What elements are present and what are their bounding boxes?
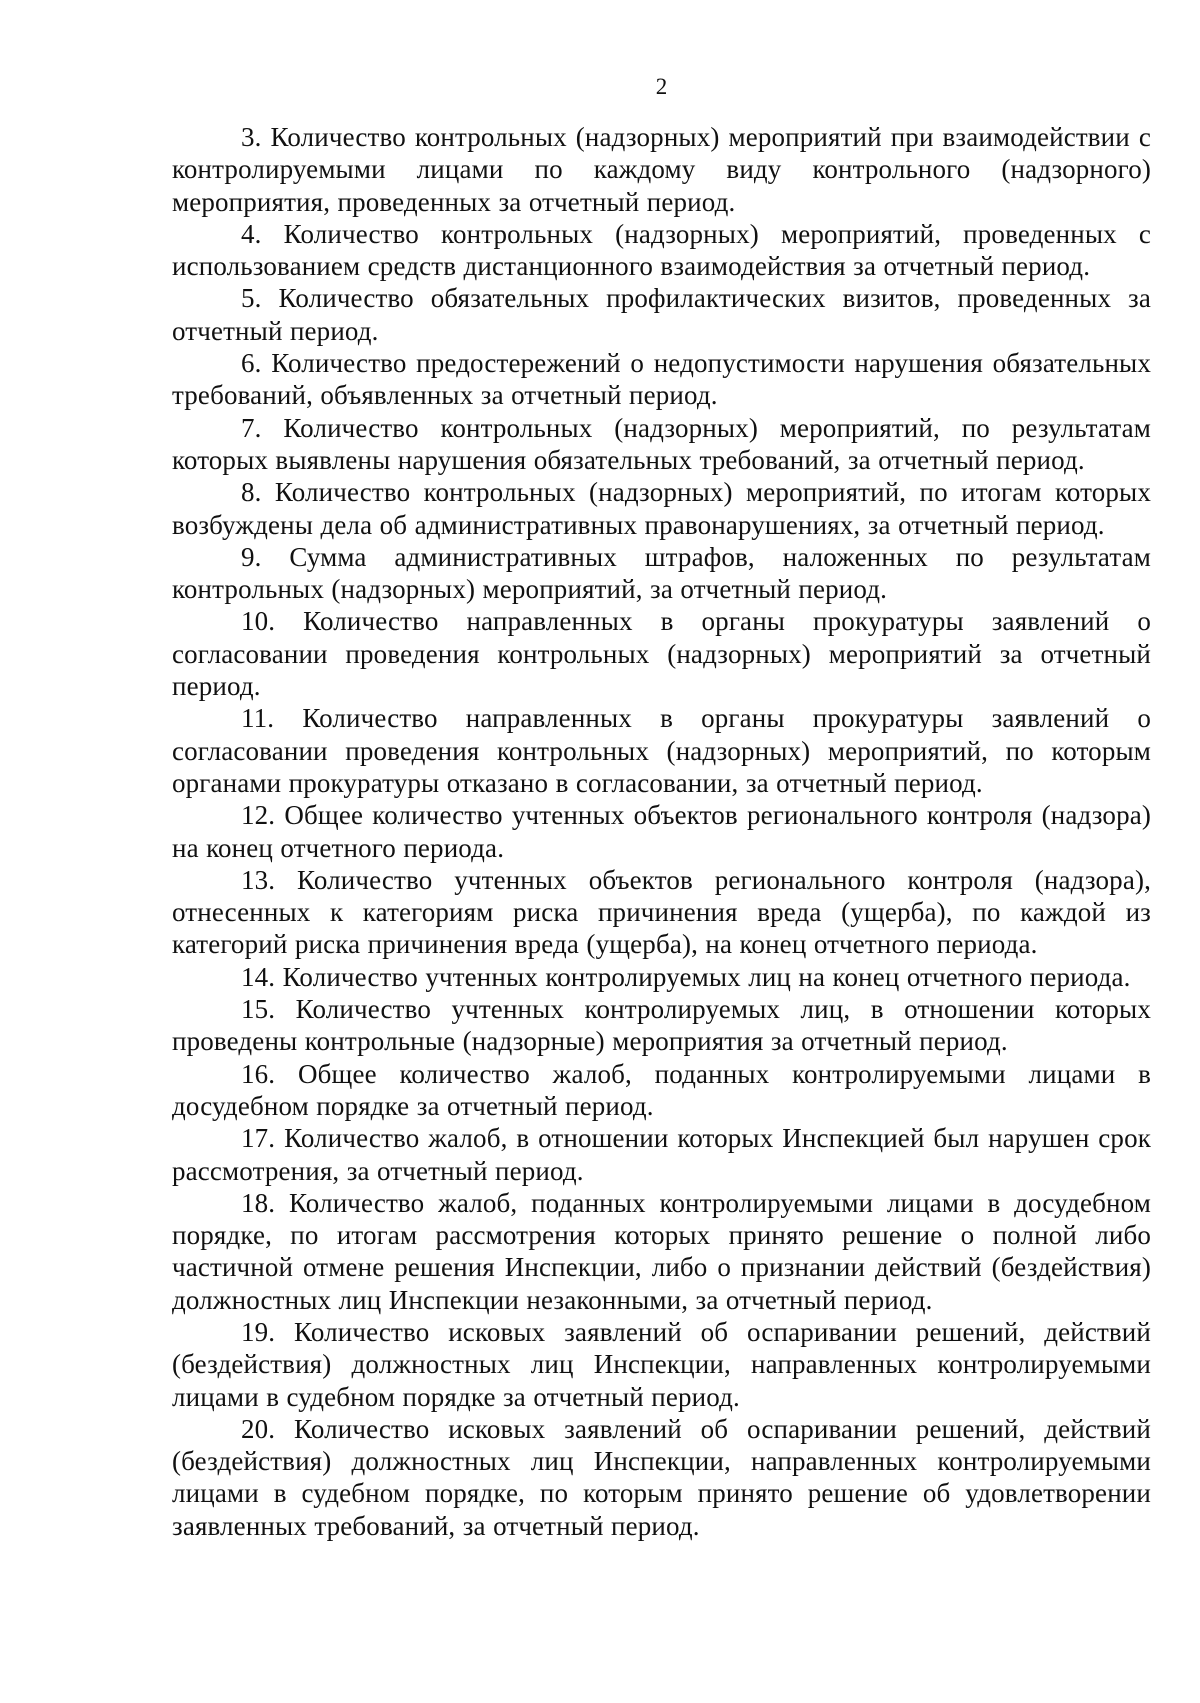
list-item: 9. Сумма административных штрафов, наложенных по результатам контрольных (надзорных) мероприятий, за отчетный период. [172,541,1151,605]
list-item: 8. Количество контрольных (надзорных) мероприятий, по итогам которых возбуждены дела об административных правонарушениях, за отчетный период. [172,477,1151,540]
list-item: 11. Количество направленных в органы прокуратуры заявлений о согласовании проведения контрольных (надзорных) мероприятий, по которым органами прокуратуры отказано в согласовании, за отчетный период. [172,703,1151,798]
list-item: 3. Количество контрольных (надзорных) мероприятий при взаимодействии с контролируемыми лицами по каждому виду контрольного (надзорного) мероприятия, проведенных за отчетный период. [172,122,1151,217]
list-item: 20. Количество исковых заявлений об оспаривании решений, действий (бездействия) должностных лиц Инспекции, направленных контролируемыми лицами в судебном порядке, по которым принято решение об удовлетворении заявленных требований, за отчетный период. [172,1413,1151,1541]
list-item: 5. Количество обязательных профилактических визитов, проведенных за отчетный период. [172,283,1151,346]
list-item: 6. Количество предостережений о недопустимости нарушения обязательных требований, объявленных за отчетный период. [172,348,1151,411]
list-item: 17. Количество жалоб, в отношении которых Инспекцией был нарушен срок рассмотрения, за отчетный период. [172,1123,1151,1186]
list-item: 19. Количество исковых заявлений об оспаривании решений, действий (бездействия) должностных лиц Инспекции, направленных контролируемыми лицами в судебном порядке за отчетный период. [172,1316,1151,1412]
list-item: 10. Количество направленных в органы прокуратуры заявлений о согласовании проведения контрольных (надзорных) мероприятий за отчетный период. [172,606,1151,702]
list-item: 16. Общее количество жалоб, поданных контролируемыми лицами в досудебном порядке за отчетный период. [172,1058,1151,1121]
list-item: 12. Общее количество учтенных объектов регионального контроля (надзора) на конец отчетного периода. [172,800,1151,863]
list-item: 14. Количество учтенных контролируемых лиц на конец отчетного периода. [241,961,1131,992]
list-item: 15. Количество учтенных контролируемых лиц, в отношении которых проведены контрольные (надзорные) мероприятия за отчетный период. [172,994,1151,1057]
list-item: 4. Количество контрольных (надзорных) мероприятий, проведенных с использованием средств дистанционного взаимодействия за отчетный период. [172,218,1151,282]
list-item: 13. Количество учтенных объектов регионального контроля (надзора), отнесенных к категориям риска причинения вреда (ущерба), по каждой из категорий риска причинения вреда (ущерба), на конец отчетного периода. [172,864,1151,960]
list-item: 18. Количество жалоб, поданных контролируемыми лицами в досудебном порядке, по итогам рассмотрения которых принято решение о полной либо частичной отмене решения Инспекции, либо о признании действий (бездействия) должностных лиц Инспекции незаконными, за отчетный период. [172,1187,1151,1315]
numbered-list [172,121,1151,1542]
page-number: 2 [655,74,668,99]
list-item: 7. Количество контрольных (надзорных) мероприятий, по результатам которых выявлены нарушения обязательных требований, за отчетный период. [172,412,1151,475]
